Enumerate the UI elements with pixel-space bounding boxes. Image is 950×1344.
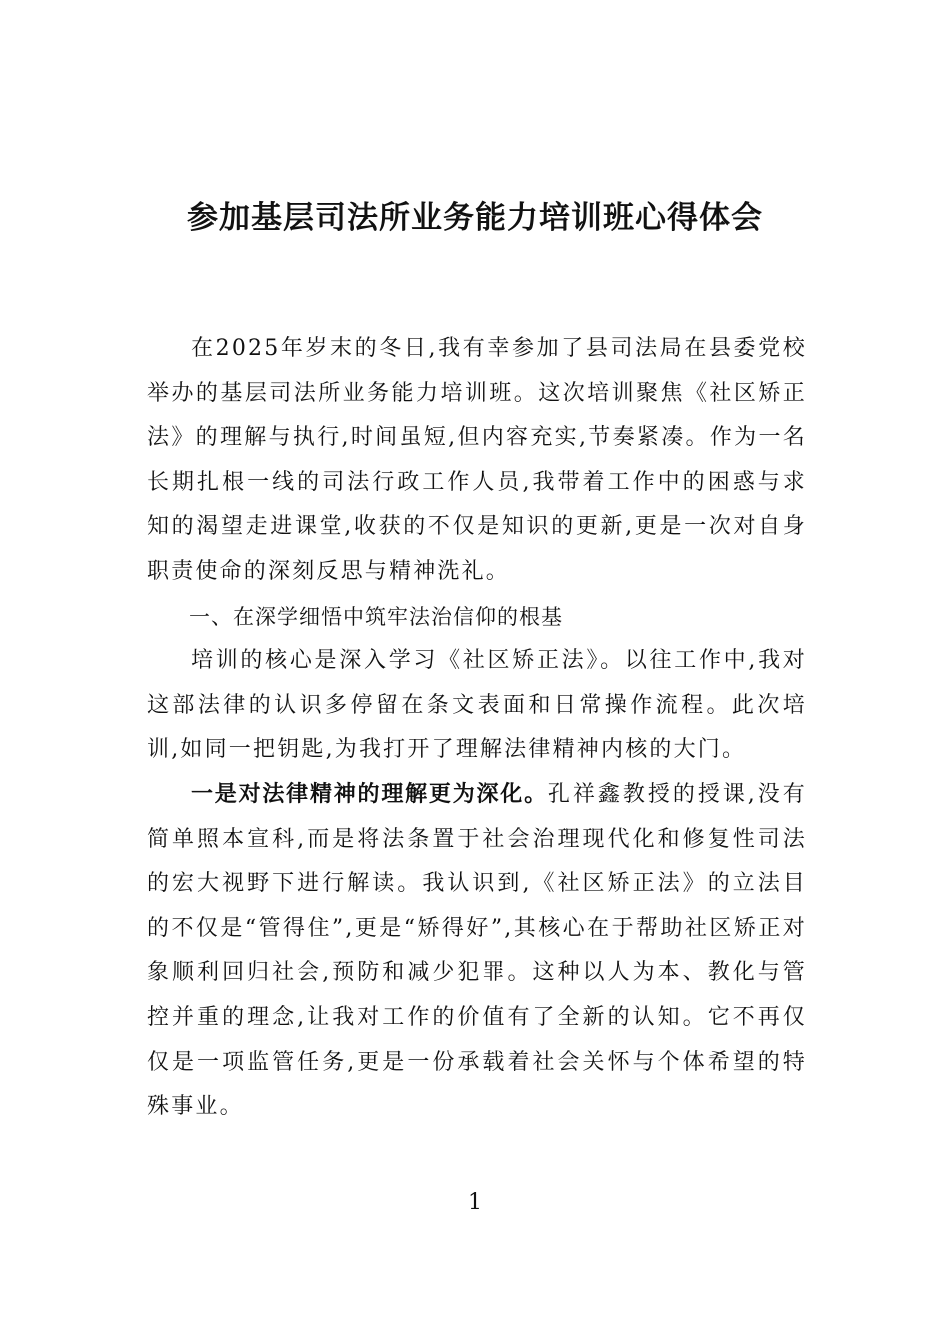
document-title: 参加基层司法所业务能力培训班心得体会 bbox=[187, 200, 763, 236]
section-paragraph: 培训的核心是深入学习《社区矫正法》。以往工作中,我对这部法律的认识多停留在条文表面和日常操作流程。此次培训,如同一把钥匙,为我打开了理解法律精神内核的大门。 bbox=[147, 648, 807, 763]
point-paragraph bbox=[147, 773, 807, 1130]
section-heading: 一、在深学细悟中筑牢法治信仰的根基 bbox=[189, 604, 563, 629]
intro-paragraph: 在2025年岁末的冬日,我有幸参加了县司法局在县委党校举办的基层司法所业务能力培训班。这次培训聚焦《社区矫正法》的理解与执行,时间虽短,但内容充实,节奏紧凑。作为一名长期扎根一线的司法行政工作人员,我带着工作中的困惑与求知的渴望走进课堂,收获的不仅是知识的更新,更是一次对自身职责使命的深刻反思与精神洗礼。 bbox=[147, 336, 807, 584]
point-body: 孔祥鑫教授的授课,没有简单照本宣科,而是将法条置于社会治理现代化和修复性司法的宏大视野下进行解读。我认识到,《社区矫正法》的立法目的不仅是“管得住”,更是“矫得好”,其核心在于帮助社区矫正对象顺利回归社会,预防和减少犯罪。这种以人为本、教化与管控并重的理念,让我对工作的价值有了全新的认知。它不再仅仅是一项监管任务,更是一份承载着社会关怀与个体希望的特殊事业。 bbox=[147, 781, 807, 1120]
point-lead: 一是对法律精神的理解更为深化。 bbox=[191, 781, 548, 807]
document-body bbox=[147, 327, 807, 1130]
page-number: 1 bbox=[468, 1190, 482, 1215]
